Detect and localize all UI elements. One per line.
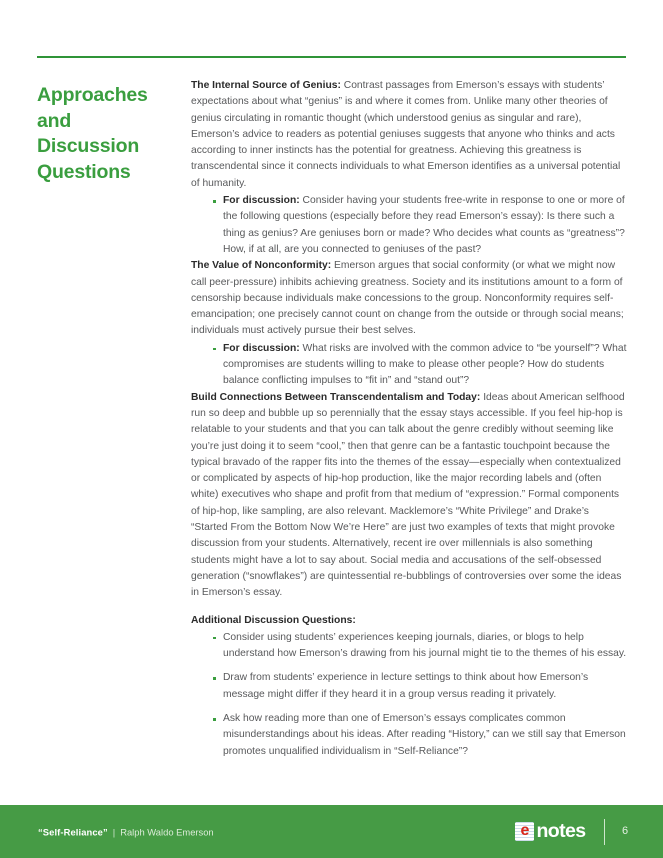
main-column xyxy=(191,78,627,760)
list-item xyxy=(213,341,627,390)
bullet-lead-nonconformity-0: For discussion: xyxy=(223,342,300,354)
footer-work-title: “Self-Reliance” xyxy=(38,825,108,837)
bullet-text-nonconformity-0: What risks are involved with the common advice to “be yourself”? What compromises are students willing to make to please other people? How do students balance conflicting impulses to “fit in” and “stand out”? xyxy=(223,342,627,387)
enotes-logo-icon xyxy=(515,822,534,841)
bullet-list-genius xyxy=(191,193,627,258)
bullet-list-additional xyxy=(191,630,627,760)
footer-citation xyxy=(38,827,214,836)
top-rule-divider xyxy=(37,56,626,58)
paragraph-text-genius: Contrast passages from Emerson’s essays with students’ expectations about what “genius” is and where it comes from. Unlike many other theories of genius circulating in romantic thought (which understood genius as singular and rare), Emerson’s advice to readers as potential geniuses suggests that anyone who thinks and acts according to inner instincts has the potential for greatness. Achieving this greatness is transcendental since it connects individuals to what Emerson identifies as a universal potential of humanity. xyxy=(191,80,621,189)
paragraph-text-nonconformity: Emerson argues that social conformity (or what we might now call peer-pressure) inhibits achieving greatness. Society and its institutions amount to a form of censorship because individuals make concessions to the group. Nonconformity requires self-emancipation; one precisely cannot count on change from the outside or through social means; individuals must actively pursue their best selves. xyxy=(191,260,624,337)
bullet-lead-genius-0: For discussion: xyxy=(223,195,300,207)
list-item xyxy=(213,193,627,258)
list-item: Ask how reading more than one of Emerson’s essays complicates common misunderstandings about his ideas. After reading “History,” can we still say that Emerson promotes unqualified individualism in “Self-Reliance”? xyxy=(213,711,627,760)
page-title: Approaches and Discussion Questions xyxy=(37,84,148,184)
enotes-logo-letter: e xyxy=(520,822,530,839)
bullet-list-nonconformity xyxy=(191,341,627,390)
footer-vertical-divider xyxy=(604,819,606,845)
paragraph-lead-genius: The Internal Source of Genius: xyxy=(191,80,341,91)
paragraph-internal-source-of-genius xyxy=(191,78,627,192)
heading-additional-discussion-questions: Additional Discussion Questions: xyxy=(191,614,356,626)
bullet-text-genius-0: Consider having your students free-write in response to one or more of the following questions (especially before they read Emerson’s essay): Is there such a thing as genius? Are geniuses born or made? Who decides what counts as “greatness”? How, if at all, are you connected to geniuses of the past? xyxy=(223,195,625,255)
paragraph-value-of-nonconformity xyxy=(191,258,627,339)
sidebar-column xyxy=(37,83,177,186)
footer-author: Ralph Waldo Emerson xyxy=(120,825,214,837)
paragraph-lead-nonconformity: The Value of Nonconformity: xyxy=(191,260,332,272)
enotes-logo-wordmark: notes xyxy=(536,819,586,842)
enotes-logo xyxy=(515,819,586,842)
footer-brand-area xyxy=(515,819,629,845)
paragraph-text-connections: Ideas about American selfhood run so deep and bubble up so perennially that the essay stays accessible. If you feel hip-hop is relatable to your students and that you can talk about the genre credibly without seeming like you’re just doing it to seem “cool,” then that genre can be a fantastic touchpoint because the typical bravado of the rapper fits into the themes of the essay—especially when contextualized or complicated by aspects of hip-hop production, like the major recording labels and (often white) executives who shape and profit from that medium of “expression.” Formal components of hip-hop, like sampling, are also relevant. Macklemore’s “White Privilege” and Drake’s “Started From the Bottom Now We’re Here” are just two examples of texts that might provoke discussion from your students. Alternatively, recent ire over millennials is also something students might have a lot to say about. Social media and accusations of the self-obsessed generation (“snowflakes”) are quintessential re-bubblings of controversies over some the ideas in Emerson’s essay. xyxy=(191,391,625,599)
footer-separator: | xyxy=(112,825,116,837)
list-item: Draw from students’ experience in lecture settings to think about how Emerson’s message might differ if they heard it in a group versus reading it privately. xyxy=(213,670,627,703)
page-footer xyxy=(0,805,663,858)
list-item: Consider using students’ experiences keeping journals, diaries, or blogs to help understand how Emerson’s drawing from his journal might tie to the themes of his essay. xyxy=(213,630,627,663)
paragraph-lead-connections: Build Connections Between Transcendentalism and Today: xyxy=(191,391,481,403)
paragraph-build-connections xyxy=(191,390,627,602)
page-number: 6 xyxy=(621,825,629,837)
